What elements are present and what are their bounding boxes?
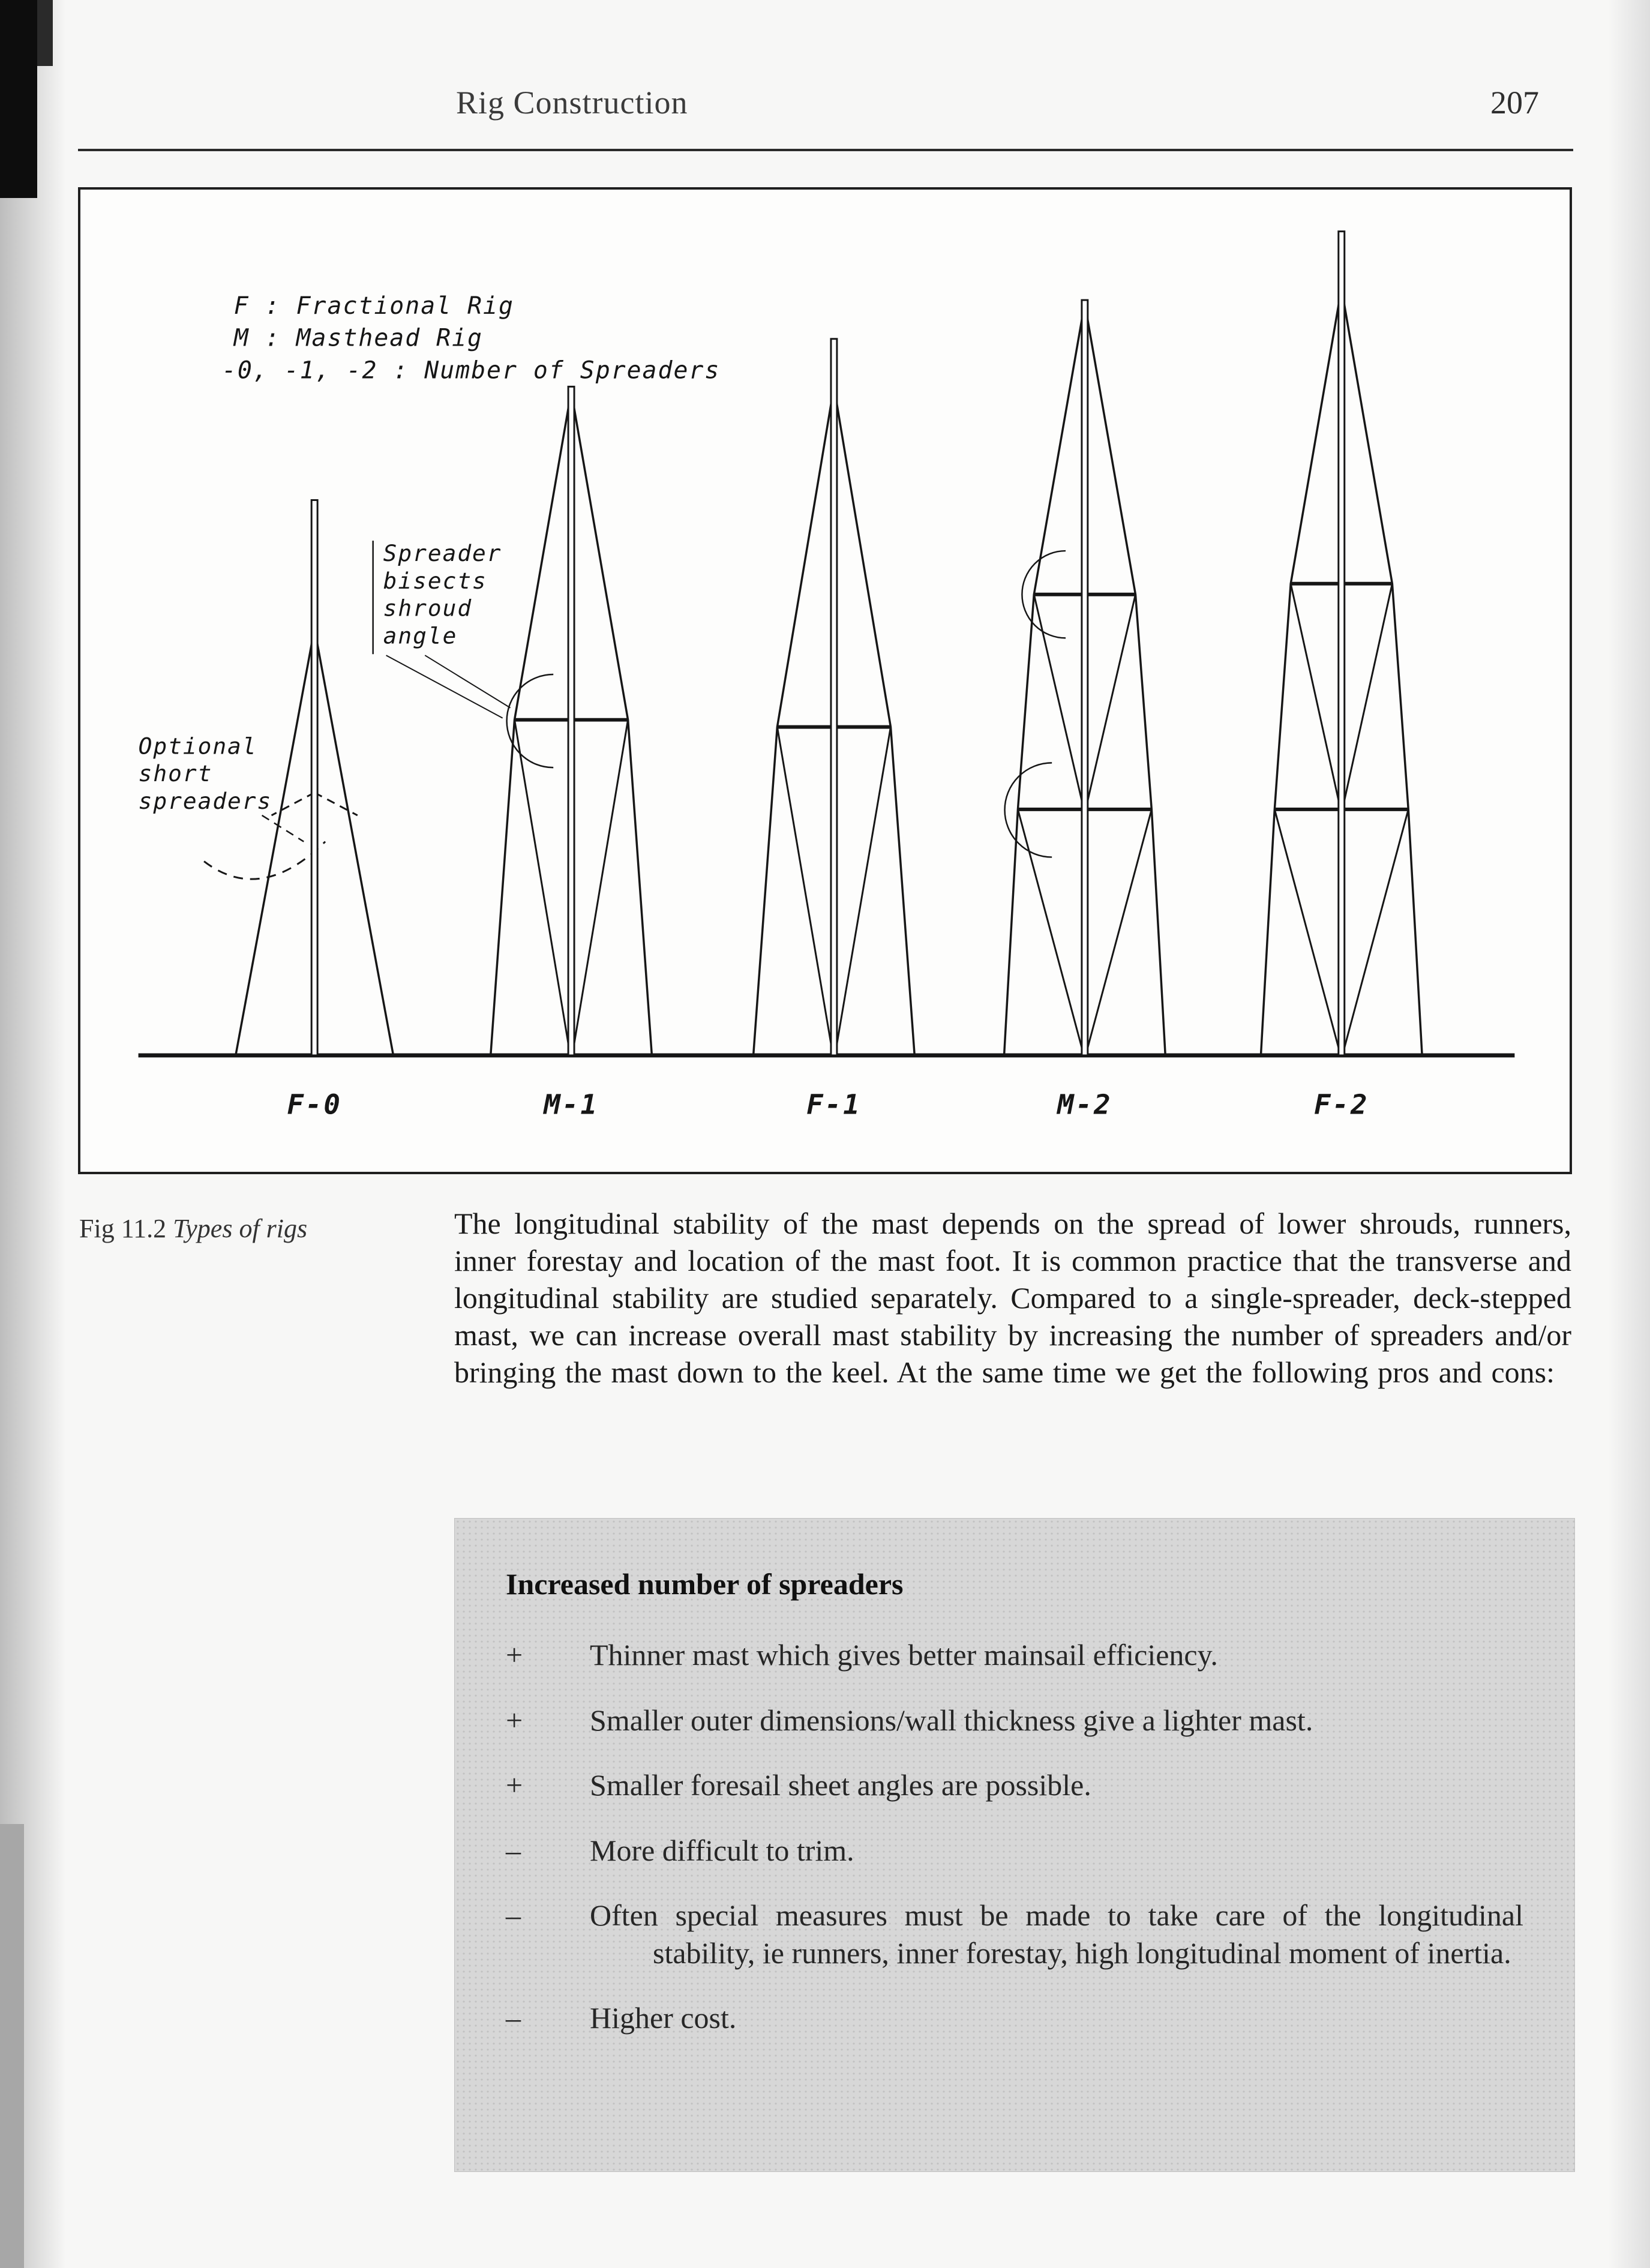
rig-f2 <box>1261 232 1422 1055</box>
panel-item-text: Smaller foresail sheet angles are possible. <box>590 1768 1091 1802</box>
figure-rig-types <box>78 187 1572 1174</box>
annotation-spreader-bisects <box>373 540 511 718</box>
annotation-optional-line1: Optional <box>138 733 257 760</box>
page-number: 207 <box>1490 85 1539 121</box>
panel-item-5 <box>506 1897 1523 1972</box>
panel-item-sign: + <box>506 1638 523 1672</box>
annotation-optional-line2: short <box>138 760 213 787</box>
panel-item-text: Often special measures must be made to take care of the longitudinal stability, ie runners, inner forestay, high longitudinal moment of inertia. <box>590 1898 1523 1970</box>
panel-item-6 <box>506 1999 1523 2037</box>
scan-right-edge-shadow <box>1608 0 1650 2268</box>
panel-item-text: Thinner mast which gives better mainsail efficiency. <box>590 1638 1218 1672</box>
optional-spreader-right <box>314 793 358 815</box>
optional-spreader-left <box>272 793 315 815</box>
panel-item-1 <box>506 1636 1523 1674</box>
rig-diagram <box>80 190 1570 1172</box>
annotation-spreader-line1: Spreader <box>383 539 502 566</box>
panel-item-sign: – <box>506 2001 521 2035</box>
panel-item-sign: – <box>506 1833 521 1867</box>
legend-line-masthead: M : Masthead Rig <box>233 324 484 352</box>
annotation-leader-2 <box>425 655 510 708</box>
rig-f1 <box>754 339 915 1055</box>
figure-caption-label: Fig 11.2 <box>79 1214 167 1243</box>
running-header-title: Rig Construction <box>456 85 688 121</box>
scan-gutter-shade <box>0 1824 24 2268</box>
rig-f0 <box>204 500 393 1055</box>
annotation-optional-line3: spreaders <box>138 787 272 814</box>
panel-item-3 <box>506 1766 1523 1804</box>
panel-item-4 <box>506 1832 1523 1870</box>
figure-caption <box>79 1213 439 1244</box>
optional-spreader-arc <box>204 842 325 879</box>
scan-corner-artifact <box>0 0 37 198</box>
scan-corner-artifact-small <box>37 0 53 66</box>
rig-label-m2: M-2 <box>1057 1088 1112 1121</box>
rig-label-f2: F-2 <box>1313 1088 1369 1121</box>
panel-item-text: More difficult to trim. <box>590 1833 854 1867</box>
annotation-leader-1 <box>386 655 503 718</box>
legend-line-fractional: F : Fractional Rig <box>233 292 514 320</box>
annotation-spreader-line4: angle <box>383 622 458 649</box>
annotation-spreader-line2: bisects <box>383 567 487 594</box>
mast-f2 <box>1339 232 1345 1055</box>
annotation-optional-leader <box>262 815 304 842</box>
rig-labels <box>287 1088 1369 1120</box>
rig-label-f0: F-0 <box>287 1088 342 1121</box>
panel-item-sign: + <box>506 1768 523 1802</box>
mast-m2 <box>1082 300 1088 1055</box>
pros-cons-panel <box>454 1518 1575 2172</box>
rig-m2 <box>1004 300 1166 1055</box>
body-paragraph: The longitudinal stability of the mast depends on the spread of lower shrouds, runners, inner forestay and location of the mast foot. It is common practice that the transverse and longitudinal stability are studied separately. Compared to a single-spreader, deck-stepped mast, we can increase overall mast stability by increasing the number of spreaders and/or bringing the mast down to the keel. At the same time we get the following pros and cons: <box>454 1207 1571 1389</box>
legend-line-spreaders: -0, -1, -2 : Number of Spreaders <box>221 356 721 385</box>
figure-legend <box>222 292 720 384</box>
panel-heading: Increased number of spreaders <box>506 1567 904 1601</box>
mast-m1 <box>568 386 574 1055</box>
figure-caption-title: Types of rigs <box>173 1214 308 1243</box>
panel-item-2 <box>506 1702 1523 1739</box>
mast-f1 <box>831 339 837 1055</box>
mast-f0 <box>311 500 317 1055</box>
rig-label-m1: M-1 <box>544 1088 599 1121</box>
panel-item-sign: – <box>506 1898 521 1932</box>
header-rule <box>78 149 1573 151</box>
rig-label-f1: F-1 <box>806 1088 862 1121</box>
panel-item-sign: + <box>506 1703 523 1737</box>
annotation-spreader-line3: shroud <box>383 595 473 622</box>
panel-item-text: Smaller outer dimensions/wall thickness give a lighter mast. <box>590 1703 1313 1737</box>
rig-m1 <box>491 386 652 1055</box>
panel-item-text: Higher cost. <box>590 2001 737 2035</box>
annotation-optional-spreaders <box>139 733 304 841</box>
